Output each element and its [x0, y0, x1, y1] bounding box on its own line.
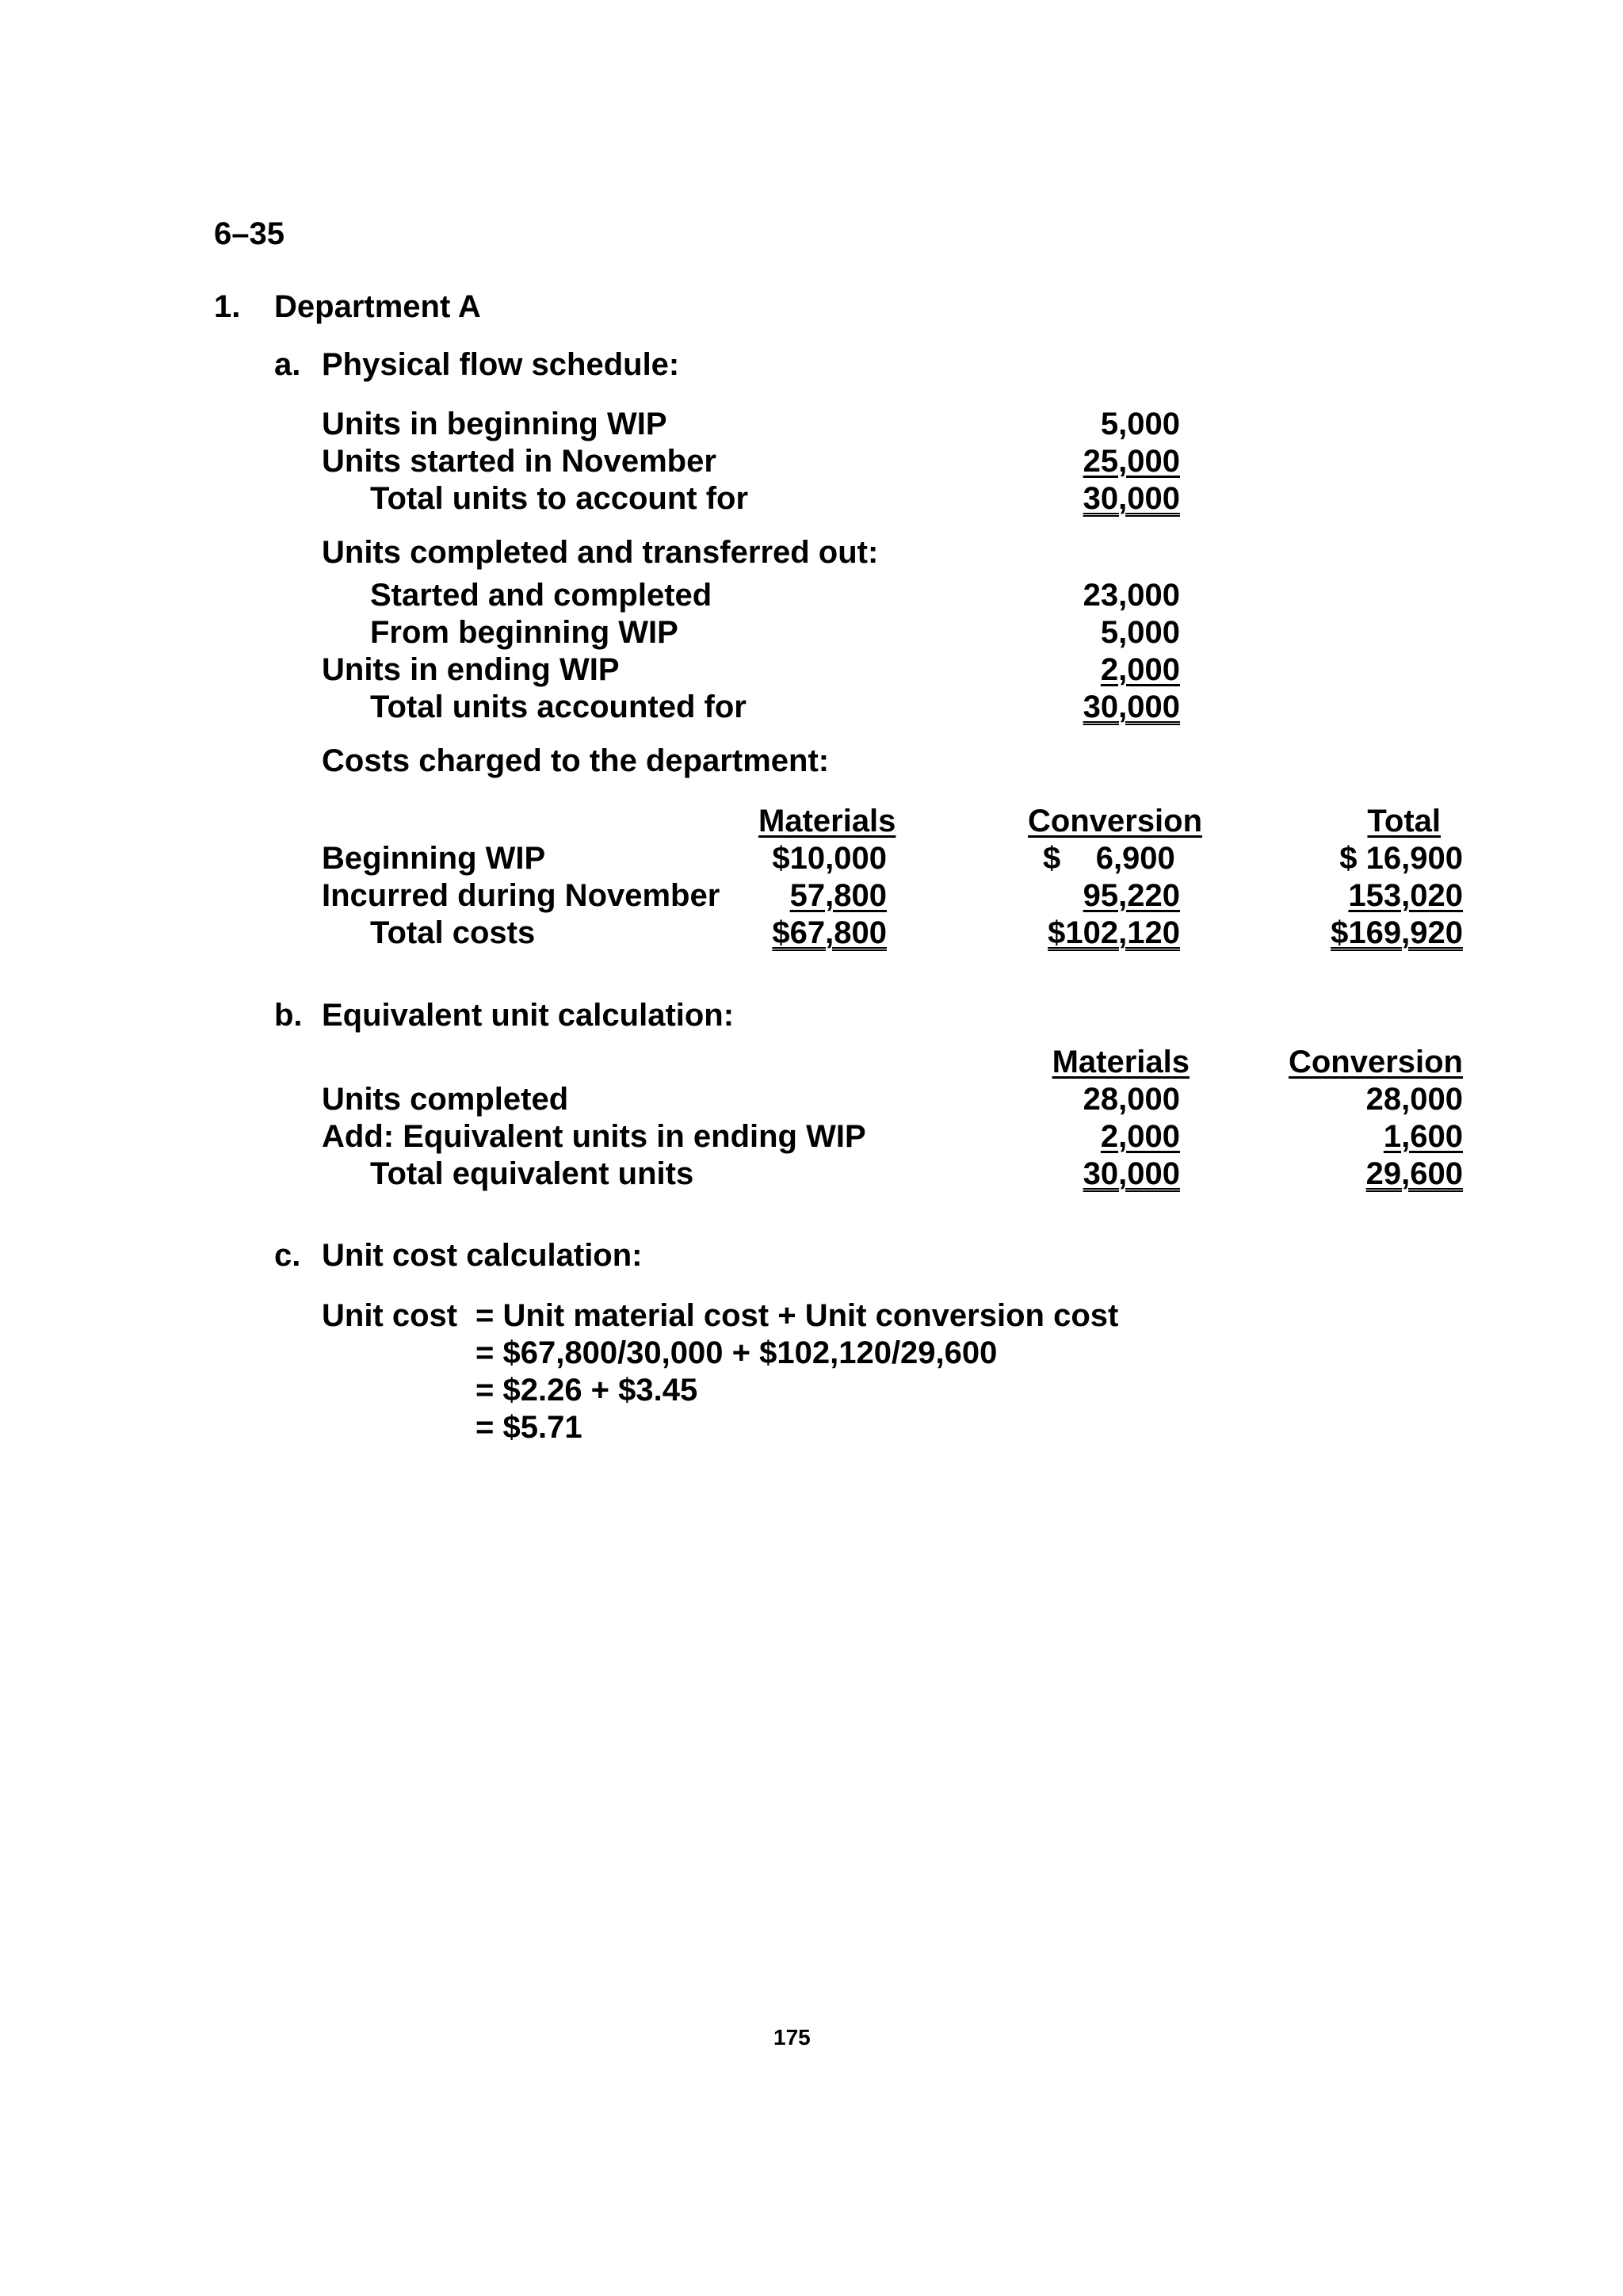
- equiv-header-conversion: Conversion: [1288, 1045, 1463, 1079]
- flow-total-label: Total units to account for: [370, 481, 749, 516]
- unit-cost-lhs: Unit cost: [322, 1298, 458, 1333]
- equiv-row-materials: 2,000: [1100, 1119, 1180, 1154]
- cost-row-materials: $10,000: [772, 841, 887, 876]
- flow-row-label: Units in ending WIP: [322, 652, 620, 687]
- equiv-row-materials: 28,000: [1083, 1082, 1180, 1117]
- cost-row-total: 153,020: [1348, 878, 1463, 913]
- equiv-total-conversion: 29,600: [1365, 1156, 1463, 1191]
- section-c-title: Unit cost calculation:: [322, 1238, 643, 1273]
- section-b-title: Equivalent unit calculation:: [322, 998, 735, 1033]
- flow-row-value: 2,000: [1100, 652, 1180, 687]
- flow-row-label: Started and completed: [370, 578, 712, 613]
- equiv-row-conversion: 28,000: [1365, 1082, 1463, 1117]
- equiv-header-materials: Materials: [1052, 1045, 1190, 1079]
- unit-cost-line: = Unit material cost + Unit conversion cost: [475, 1298, 1119, 1333]
- costs-heading: Costs charged to the department:: [322, 743, 830, 778]
- cost-total-conversion: $102,120: [1048, 915, 1180, 950]
- cost-row-label: Incurred during November: [322, 878, 720, 913]
- unit-cost-line: = $5.71: [475, 1410, 582, 1445]
- flow-row-value: 5,000: [1100, 407, 1180, 441]
- flow-total-value: 30,000: [1083, 481, 1180, 516]
- problem-number: 6–35: [214, 216, 285, 251]
- equiv-row-label: Add: Equivalent units in ending WIP: [322, 1119, 866, 1154]
- cost-row-conversion: 95,220: [1083, 878, 1180, 913]
- unit-cost-line: = $67,800/30,000 + $102,120/29,600: [475, 1335, 998, 1370]
- equiv-row-conversion: 1,600: [1383, 1119, 1463, 1154]
- equiv-total-materials: 30,000: [1083, 1156, 1180, 1191]
- unit-cost-line: = $2.26 + $3.45: [475, 1373, 698, 1408]
- part-title: Department A: [274, 289, 481, 324]
- section-b-label: b.: [274, 998, 303, 1033]
- flow-row-label: Units started in November: [322, 444, 716, 479]
- part-number: 1.: [214, 289, 241, 324]
- flow-row-value: 25,000: [1083, 444, 1180, 479]
- flow-row-value: 5,000: [1100, 615, 1180, 650]
- cost-row-total: $ 16,900: [1339, 841, 1463, 876]
- cost-total-label: Total costs: [370, 915, 536, 950]
- section-a-title: Physical flow schedule:: [322, 347, 680, 382]
- flow-row-label: From beginning WIP: [370, 615, 678, 650]
- cost-row-label: Beginning WIP: [322, 841, 546, 876]
- completed-heading: Units completed and transferred out:: [322, 535, 879, 570]
- section-a-label: a.: [274, 347, 301, 382]
- equiv-total-label: Total equivalent units: [370, 1156, 694, 1191]
- page-number: 175: [773, 2025, 811, 2050]
- equiv-row-label: Units completed: [322, 1082, 569, 1117]
- cost-header-materials: Materials: [758, 804, 896, 839]
- flow-row-label: Units in beginning WIP: [322, 407, 667, 441]
- flow-row-value: 23,000: [1083, 578, 1180, 613]
- cost-total-materials: $67,800: [772, 915, 887, 950]
- section-c-label: c.: [274, 1238, 301, 1273]
- cost-total-total: $169,920: [1331, 915, 1463, 950]
- cost-row-materials: 57,800: [789, 878, 887, 913]
- cost-row-conversion: $ 6,900: [1043, 841, 1175, 876]
- cost-header-conversion: Conversion: [1028, 804, 1203, 839]
- cost-header-total: Total: [1367, 804, 1441, 839]
- flow-total-value: 30,000: [1083, 690, 1180, 724]
- flow-total-label: Total units accounted for: [370, 690, 747, 724]
